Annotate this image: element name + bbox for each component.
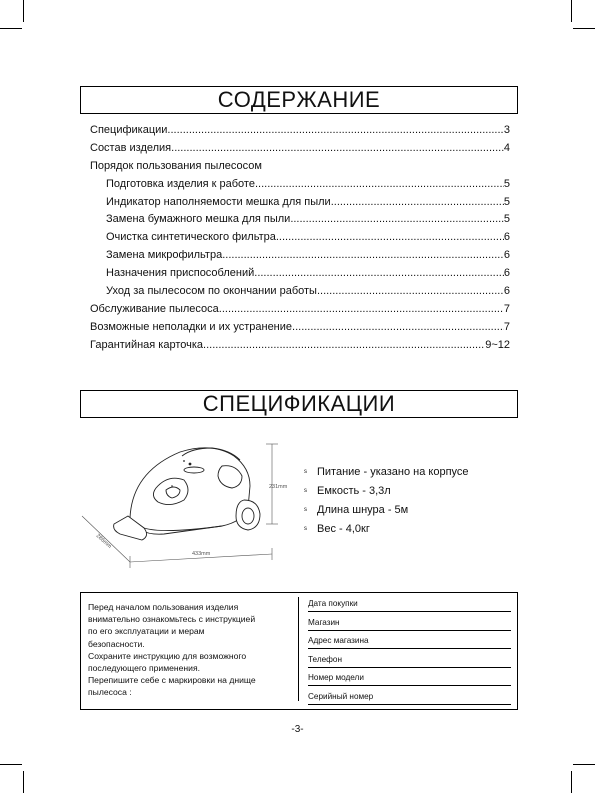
spec-item (304, 481, 469, 500)
spec-item-text: Вес - 4,0кг (317, 522, 370, 535)
crop-mark (0, 28, 22, 29)
crop-mark (23, 771, 24, 793)
toc-item-title: Индикатор наполняемости мешка для пыли (106, 195, 331, 208)
toc-item-page: 5 (503, 177, 510, 190)
toc-heading: СОДЕРЖАНИЕ (80, 86, 518, 114)
crop-mark (0, 764, 22, 765)
bullet-icon: s (304, 525, 307, 532)
toc-item (90, 267, 510, 285)
notice-line: последующего применения. (88, 663, 200, 674)
toc-item-title: Порядок пользования пылесосом (90, 159, 262, 172)
notice-text (88, 601, 293, 699)
toc-item-page: 5 (503, 195, 510, 208)
toc-item-page: 6 (503, 267, 510, 280)
toc-leader-dots (203, 339, 485, 351)
toc-item-title: Замена микрофильтра (106, 249, 223, 262)
toc-item-page: 6 (503, 285, 510, 298)
purchase-field[interactable]: Дата покупки (308, 598, 511, 612)
toc-item-title: Гарантийная карточка (90, 338, 204, 351)
toc-item (90, 178, 510, 196)
notice-line: по его эксплуатации и мерам (88, 626, 205, 637)
specs-heading: СПЕЦИФИКАЦИИ (80, 390, 518, 418)
toc-item-page: 7 (503, 320, 510, 333)
toc-item-title: Состав изделия (90, 141, 172, 154)
notice-line: пылесоса : (88, 687, 132, 698)
notice-line: Сохраните инструкцию для возможного (88, 650, 247, 661)
toc-item-page: 9~12 (485, 338, 510, 351)
notice-divider (298, 597, 299, 701)
spec-item-text: Питание - указано на корпусе (317, 465, 469, 478)
toc-item-page: 7 (503, 302, 510, 315)
toc-item (90, 285, 510, 303)
purchase-field[interactable]: Магазин (308, 617, 511, 631)
bullet-icon: s (304, 487, 307, 494)
toc-item-page: 6 (503, 249, 510, 262)
toc-item-title: Замена бумажного мешка для пыли (106, 213, 291, 226)
toc-item-title: Уход за пылесосом по окончании работы (106, 285, 317, 298)
crop-mark (573, 28, 595, 29)
crop-mark (573, 764, 595, 765)
toc-item (90, 124, 510, 142)
toc-item (90, 231, 510, 249)
toc-item (90, 249, 510, 267)
toc-leader-dots (219, 303, 504, 315)
toc-item-title: Обслуживание пылесоса (90, 302, 219, 315)
spec-item (304, 500, 469, 519)
spec-item-text: Длина шнура - 5м (317, 503, 409, 516)
toc-item (90, 321, 510, 339)
purchase-field[interactable]: Серийный номер (308, 691, 511, 705)
notice-line: Перепишите себе с маркировки на днище (88, 675, 256, 686)
toc-leader-dots (167, 124, 503, 136)
toc-item-title: Очистка синтетического фильтра (106, 231, 276, 244)
toc-leader-dots (255, 178, 504, 190)
specs-list (304, 462, 469, 538)
toc-leader-dots (292, 321, 504, 333)
spec-item (304, 462, 469, 481)
toc-item-page: 5 (503, 213, 510, 226)
toc-item-title: Возможные неполадки и их устранение (90, 320, 293, 333)
toc-item-title: Назначения приспособлений (106, 267, 255, 280)
warranty-notice-box (80, 592, 518, 710)
crop-mark (571, 771, 572, 793)
bullet-icon: s (304, 506, 307, 513)
purchase-field[interactable]: Адрес магазина (308, 635, 511, 649)
toc-item (90, 339, 510, 357)
bullet-icon: s (304, 468, 307, 475)
page-number: -3- (291, 724, 304, 735)
toc-leader-dots (276, 231, 504, 243)
toc-list (90, 124, 510, 357)
toc-leader-dots (331, 196, 504, 208)
toc-leader-dots (317, 285, 504, 297)
toc-item-page: 4 (503, 141, 510, 154)
toc-leader-dots (171, 142, 504, 154)
toc-leader-dots (222, 249, 504, 261)
toc-item-page: 3 (503, 124, 510, 136)
toc-item (90, 142, 510, 160)
toc-item-page: 6 (503, 231, 510, 244)
purchase-field[interactable]: Телефон (308, 654, 511, 668)
notice-line: безопасности. (88, 638, 145, 649)
dim-depth: 286mm (94, 533, 113, 550)
toc-item-title: Подготовка изделия к работе (106, 177, 255, 190)
notice-line: внимательно ознакомьтесь с инструкцией (88, 614, 256, 625)
crop-mark (23, 0, 24, 22)
toc-leader-dots (254, 267, 504, 279)
vacuum-cleaner-illustration (72, 430, 302, 578)
spec-item (304, 519, 469, 538)
crop-mark (571, 0, 572, 22)
toc-item (90, 160, 510, 178)
toc-item (90, 303, 510, 321)
toc-item (90, 196, 510, 214)
dim-width: 433mm (192, 551, 211, 557)
notice-line: Перед началом пользования изделия (88, 602, 239, 612)
toc-item-title: Спецификации (90, 124, 168, 136)
toc-leader-dots (290, 213, 504, 225)
spec-item-text: Емкость - 3,3л (317, 484, 391, 497)
toc-item (90, 213, 510, 231)
dim-height: 231mm (269, 484, 288, 490)
purchase-field[interactable]: Номер модели (308, 672, 511, 686)
